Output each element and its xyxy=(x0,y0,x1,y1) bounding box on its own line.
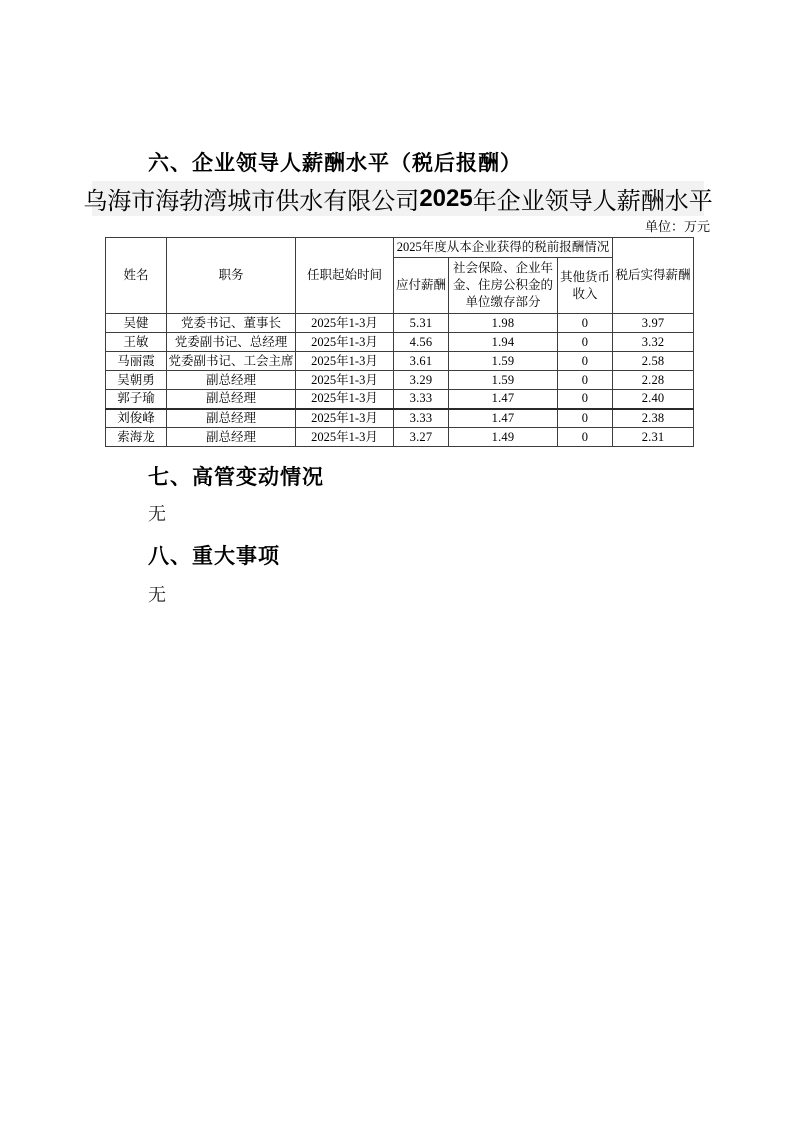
cell-after-tax: 3.32 xyxy=(613,333,694,352)
cell-after-tax: 2.40 xyxy=(613,390,694,409)
unit-label: 单位：万元 xyxy=(644,219,710,234)
cell-other-cash: 0 xyxy=(558,352,613,371)
cell-name: 刘俊峰 xyxy=(106,409,167,428)
cell-after-tax: 2.38 xyxy=(613,409,694,428)
cell-other-cash: 0 xyxy=(558,314,613,333)
cell-payable: 4.56 xyxy=(394,333,449,352)
cell-position: 副总经理 xyxy=(167,390,296,409)
section-eight-heading: 八、重大事项 xyxy=(148,545,280,568)
cell-social: 1.59 xyxy=(449,352,558,371)
cell-name: 吴健 xyxy=(106,314,167,333)
cell-position: 党委副书记、总经理 xyxy=(167,333,296,352)
table-row xyxy=(106,390,694,409)
cell-payable: 5.31 xyxy=(394,314,449,333)
cell-payable: 3.29 xyxy=(394,371,449,390)
salary-table-title-year: 2025 xyxy=(419,184,473,212)
cell-social: 1.94 xyxy=(449,333,558,352)
section-eight-body: 无 xyxy=(148,585,166,605)
table-row xyxy=(106,428,694,447)
cell-name: 吴朝勇 xyxy=(106,371,167,390)
cell-payable: 3.33 xyxy=(394,409,449,428)
col-header-pretax-group: 2025年度从本企业获得的税前报酬情况 xyxy=(394,238,613,258)
table-row xyxy=(106,314,694,333)
cell-after-tax: 2.28 xyxy=(613,371,694,390)
cell-position: 党委副书记、工会主席 xyxy=(167,352,296,371)
table-row xyxy=(106,371,694,390)
cell-position: 副总经理 xyxy=(167,409,296,428)
cell-payable: 3.61 xyxy=(394,352,449,371)
cell-position: 党委书记、董事长 xyxy=(167,314,296,333)
table-header-row-group xyxy=(106,238,694,258)
cell-name: 郭子瑜 xyxy=(106,390,167,409)
salary-table-title-suffix: 年企业领导人薪酬水平 xyxy=(472,189,713,215)
cell-social: 1.49 xyxy=(449,428,558,447)
table-row xyxy=(106,333,694,352)
cell-start-date: 2025年1-3月 xyxy=(296,428,394,447)
cell-social: 1.47 xyxy=(449,409,558,428)
cell-start-date: 2025年1-3月 xyxy=(296,409,394,428)
cell-other-cash: 0 xyxy=(558,390,613,409)
col-header-payable: 应付薪酬 xyxy=(394,258,449,314)
cell-other-cash: 0 xyxy=(558,371,613,390)
salary-table-title xyxy=(83,181,713,216)
col-header-name: 姓名 xyxy=(106,238,167,314)
section-six-heading: 六、企业领导人薪酬水平（税后报酬） xyxy=(148,152,522,175)
table-row xyxy=(106,352,694,371)
cell-social: 1.59 xyxy=(449,371,558,390)
cell-name: 王敏 xyxy=(106,333,167,352)
section-seven-heading: 七、高管变动情况 xyxy=(148,466,324,489)
salary-table-title-prefix: 乌海市海勃湾城市供水有限公司 xyxy=(83,189,420,215)
col-header-social: 社会保险、企业年金、住房公积金的单位缴存部分 xyxy=(449,258,558,314)
cell-social: 1.98 xyxy=(449,314,558,333)
cell-start-date: 2025年1-3月 xyxy=(296,371,394,390)
cell-name: 马丽霞 xyxy=(106,352,167,371)
salary-table xyxy=(105,237,694,447)
table-row xyxy=(106,409,694,428)
cell-start-date: 2025年1-3月 xyxy=(296,390,394,409)
cell-social: 1.47 xyxy=(449,390,558,409)
cell-other-cash: 0 xyxy=(558,428,613,447)
cell-position: 副总经理 xyxy=(167,371,296,390)
cell-other-cash: 0 xyxy=(558,409,613,428)
col-header-position: 职务 xyxy=(167,238,296,314)
cell-start-date: 2025年1-3月 xyxy=(296,333,394,352)
cell-start-date: 2025年1-3月 xyxy=(296,352,394,371)
cell-after-tax: 2.31 xyxy=(613,428,694,447)
col-header-after-tax: 税后实得薪酬 xyxy=(613,238,694,314)
cell-position: 副总经理 xyxy=(167,428,296,447)
cell-name: 索海龙 xyxy=(106,428,167,447)
cell-after-tax: 2.58 xyxy=(613,352,694,371)
cell-other-cash: 0 xyxy=(558,333,613,352)
col-header-start-date: 任职起始时间 xyxy=(296,238,394,314)
cell-payable: 3.27 xyxy=(394,428,449,447)
section-seven-body: 无 xyxy=(148,504,166,524)
cell-after-tax: 3.97 xyxy=(613,314,694,333)
cell-start-date: 2025年1-3月 xyxy=(296,314,394,333)
cell-payable: 3.33 xyxy=(394,390,449,409)
col-header-other-cash: 其他货币收入 xyxy=(558,258,613,314)
